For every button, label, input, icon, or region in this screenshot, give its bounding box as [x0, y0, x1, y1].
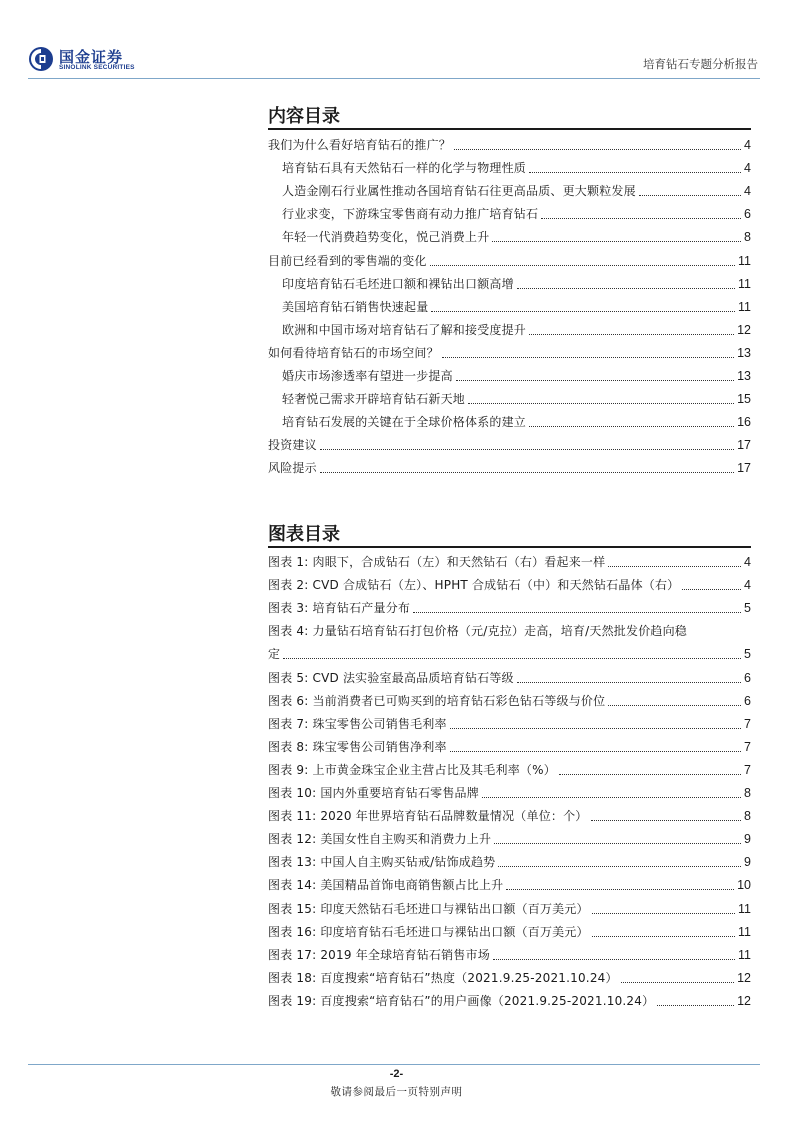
figures-entry[interactable] [268, 547, 751, 570]
contents-entry-page: 4 [744, 161, 751, 176]
dot-leader [442, 357, 734, 358]
contents-entry-text: 风险提示 [268, 461, 317, 476]
figures-entry-text-continued: 定 [268, 647, 281, 662]
dot-leader [591, 820, 742, 821]
figures-entry-text: 图表 2: CVD 合成钻石（左）、HPHT 合成钻石（中）和天然钻石晶体（右） [268, 578, 680, 593]
figures-entry[interactable] [268, 593, 751, 616]
dot-leader [283, 658, 741, 659]
figures-entry-text: 图表 5: CVD 法实验室最高品质培育钻石等级 [268, 670, 514, 685]
contents-entry-page: 15 [737, 392, 751, 407]
dot-leader [454, 149, 741, 150]
dot-leader [592, 936, 735, 937]
contents-entry-text: 目前已经看到的零售端的变化 [268, 253, 427, 268]
figures-entry[interactable] [268, 940, 751, 963]
contents-entry-page: 13 [737, 369, 751, 384]
dot-leader [592, 913, 735, 914]
contents-entry[interactable] [268, 176, 751, 199]
contents-entry-text: 我们为什么看好培育钻石的推广？ [268, 138, 452, 153]
sinolink-logo-icon [28, 46, 54, 72]
figures-entry[interactable] [268, 801, 751, 824]
figures-entry-text: 图表 6: 当前消费者已可购买到的培育钻石彩色钻石等级与价位 [268, 693, 606, 708]
dot-leader [468, 403, 734, 404]
contents-entry-text: 印度培育钻石毛坯进口额和裸钻出口额高增 [282, 276, 514, 291]
figures-entry-page: 8 [744, 786, 751, 801]
contents-title: 内容目录 [268, 106, 340, 127]
figures-entry[interactable] [268, 870, 751, 893]
figures-entry-text: 图表 15: 印度天然钻石毛坯进口与裸钻出口额（百万美元） [268, 901, 589, 916]
figures-entry[interactable] [268, 616, 751, 662]
contents-entry-page: 17 [737, 461, 751, 476]
figures-entry-page: 8 [744, 809, 751, 824]
figures-entry-page: 4 [744, 555, 751, 570]
figures-entry-page: 9 [744, 855, 751, 870]
contents-entry-page: 4 [744, 184, 751, 199]
figures-entry[interactable] [268, 963, 751, 986]
dot-leader [493, 959, 735, 960]
figures-entry[interactable] [268, 778, 751, 801]
contents-entry-page: 11 [738, 276, 751, 291]
contents-entry[interactable] [268, 199, 751, 222]
dot-leader [456, 380, 734, 381]
contents-entry-text: 美国培育钻石销售快速起量 [282, 299, 429, 314]
header-divider [28, 78, 760, 79]
dot-leader [430, 265, 735, 266]
figures-entry-text: 图表 8: 珠宝零售公司销售净利率 [268, 739, 447, 754]
figures-entry[interactable] [268, 847, 751, 870]
contents-entry[interactable] [268, 407, 751, 430]
contents-entry[interactable] [268, 384, 751, 407]
figures-entry-page: 10 [737, 878, 751, 893]
figures-entry[interactable] [268, 986, 751, 1009]
contents-entry[interactable] [268, 269, 751, 292]
figures-entry-page: 7 [744, 716, 751, 731]
dot-leader [529, 426, 734, 427]
dot-leader [621, 982, 734, 983]
figures-entry-page: 12 [737, 993, 751, 1008]
contents-entry-text: 如何看待培育钻石的市场空间？ [268, 345, 439, 360]
figures-entry[interactable] [268, 686, 751, 709]
figures-entry[interactable] [268, 732, 751, 755]
dot-leader [450, 728, 741, 729]
figures-entry-page: 5 [744, 601, 751, 616]
figures-entry-text: 图表 13: 中国人自主购买钻戒/钻饰成趋势 [268, 855, 496, 870]
dot-leader [320, 449, 734, 450]
figures-entry-page: 12 [737, 970, 751, 985]
figures-list [268, 547, 751, 1009]
contents-entry[interactable] [268, 245, 751, 268]
dot-leader [498, 866, 741, 867]
dot-leader [494, 843, 741, 844]
dot-leader [450, 751, 741, 752]
figures-entry[interactable] [268, 570, 751, 593]
dot-leader [492, 241, 741, 242]
contents-entry-page: 11 [738, 299, 751, 314]
dot-leader [529, 172, 741, 173]
dot-leader [529, 334, 734, 335]
contents-entry[interactable] [268, 430, 751, 453]
dot-leader [682, 589, 741, 590]
figures-entry-text: 图表 4: 力量钻石培育钻石打包价格（元/克拉）走高，培育/天然批发价趋向稳 [268, 624, 687, 639]
contents-entry-page: 16 [737, 415, 751, 430]
dot-leader [657, 1005, 734, 1006]
dot-leader [559, 774, 741, 775]
figures-entry-text: 图表 10: 国内外重要培育钻石零售品牌 [268, 786, 479, 801]
contents-entry[interactable] [268, 315, 751, 338]
footer-divider [28, 1064, 760, 1065]
contents-entry-page: 11 [738, 253, 751, 268]
figures-entry[interactable] [268, 824, 751, 847]
figures-entry-page: 6 [744, 693, 751, 708]
logo-chinese-name: 国金证券 [59, 48, 124, 66]
figures-entry-text: 图表 16: 印度培育钻石毛坯进口与裸钻出口额（百万美元） [268, 924, 589, 939]
contents-list [268, 130, 751, 476]
figures-entry-page: 7 [744, 762, 751, 777]
contents-entry-page: 6 [744, 207, 751, 222]
dot-leader [541, 218, 741, 219]
figures-entry[interactable] [268, 709, 751, 732]
figures-entry-text: 图表 3: 培育钻石产量分布 [268, 601, 411, 616]
figures-entry-text: 图表 14: 美国精品首饰电商销售额占比上升 [268, 878, 504, 893]
dot-leader [482, 797, 741, 798]
dot-leader [517, 682, 741, 683]
logo-english-name: SINOLINK SECURITIES [59, 64, 135, 71]
contents-entry-text: 婚庆市场渗透率有望进一步提高 [282, 369, 453, 384]
figures-entry-page: 11 [738, 924, 751, 939]
contents-entry-text: 行业求变，下游珠宝零售商有动力推广培育钻石 [282, 207, 539, 222]
contents-entry-text: 投资建议 [268, 438, 317, 453]
figures-entry-text: 图表 11: 2020 年世界培育钻石品牌数量情况（单位：个） [268, 809, 588, 824]
figures-title: 图表目录 [268, 524, 340, 545]
contents-entry[interactable] [268, 361, 751, 384]
contents-entry-page: 12 [737, 322, 751, 337]
report-title: 培育钻石专题分析报告 [643, 57, 758, 71]
contents-entry-page: 13 [737, 345, 751, 360]
contents-entry[interactable] [268, 338, 751, 361]
contents-entry[interactable] [268, 153, 751, 176]
figures-entry-page: 11 [738, 901, 751, 916]
contents-entry-page: 17 [737, 438, 751, 453]
dot-leader [506, 889, 734, 890]
contents-entry[interactable] [268, 222, 751, 245]
footer-disclaimer: 敬请参阅最后一页特别声明 [330, 1086, 463, 1098]
figures-entry-text: 图表 18: 百度搜索“培育钻石”热度（2021.9.25-2021.10.24） [268, 970, 618, 985]
figures-entry-page: 5 [744, 647, 751, 662]
figures-entry-text: 图表 19: 百度搜索“培育钻石”的用户画像（2021.9.25-2021.10.24） [268, 993, 655, 1008]
figures-entry-page: 7 [744, 739, 751, 754]
page-number: -2- [389, 1068, 404, 1080]
figures-entry-continuation [268, 639, 751, 662]
dot-leader [608, 705, 741, 706]
dot-leader [320, 472, 734, 473]
contents-entry-text: 欧洲和中国市场对培育钻石了解和接受度提升 [282, 322, 527, 337]
figures-entry[interactable] [268, 917, 751, 940]
figures-entry-text: 图表 17: 2019 年全球培育钻石销售市场 [268, 947, 490, 962]
figures-entry-page: 6 [744, 670, 751, 685]
dot-leader [608, 566, 741, 567]
figures-entry-page: 9 [744, 832, 751, 847]
figures-entry-text: 图表 12: 美国女性自主购买和消费力上升 [268, 832, 492, 847]
dot-leader [413, 612, 741, 613]
dot-leader [431, 311, 735, 312]
figures-entry-text: 图表 7: 珠宝零售公司销售毛利率 [268, 716, 447, 731]
figures-entry-page: 11 [738, 947, 751, 962]
contents-entry-page: 4 [744, 138, 751, 153]
contents-entry-text: 年轻一代消费趋势变化，悦己消费上升 [282, 230, 490, 245]
figures-entry[interactable] [268, 662, 751, 685]
contents-entry-text: 培育钻石发展的关键在于全球价格体系的建立 [282, 415, 527, 430]
contents-entry-page: 8 [744, 230, 751, 245]
figures-entry[interactable] [268, 755, 751, 778]
figures-entry-text: 图表 1: 肉眼下，合成钻石（左）和天然钻石（右）看起来一样 [268, 555, 606, 570]
contents-entry[interactable] [268, 130, 751, 153]
contents-entry-text: 培育钻石具有天然钻石一样的化学与物理性质 [282, 161, 527, 176]
page-header [28, 44, 758, 74]
figures-entry-page: 4 [744, 578, 751, 593]
dot-leader [639, 195, 741, 196]
contents-entry[interactable] [268, 453, 751, 476]
figures-entry[interactable] [268, 893, 751, 916]
dot-leader [517, 288, 735, 289]
contents-entry[interactable] [268, 292, 751, 315]
figures-entry-text: 图表 9: 上市黄金珠宝企业主营占比及其毛利率（%） [268, 762, 556, 777]
contents-entry-text: 人造金刚石行业属性推动各国培育钻石往更高品质、更大颗粒发展 [282, 184, 636, 199]
contents-entry-text: 轻奢悦己需求开辟培育钻石新天地 [282, 392, 466, 407]
